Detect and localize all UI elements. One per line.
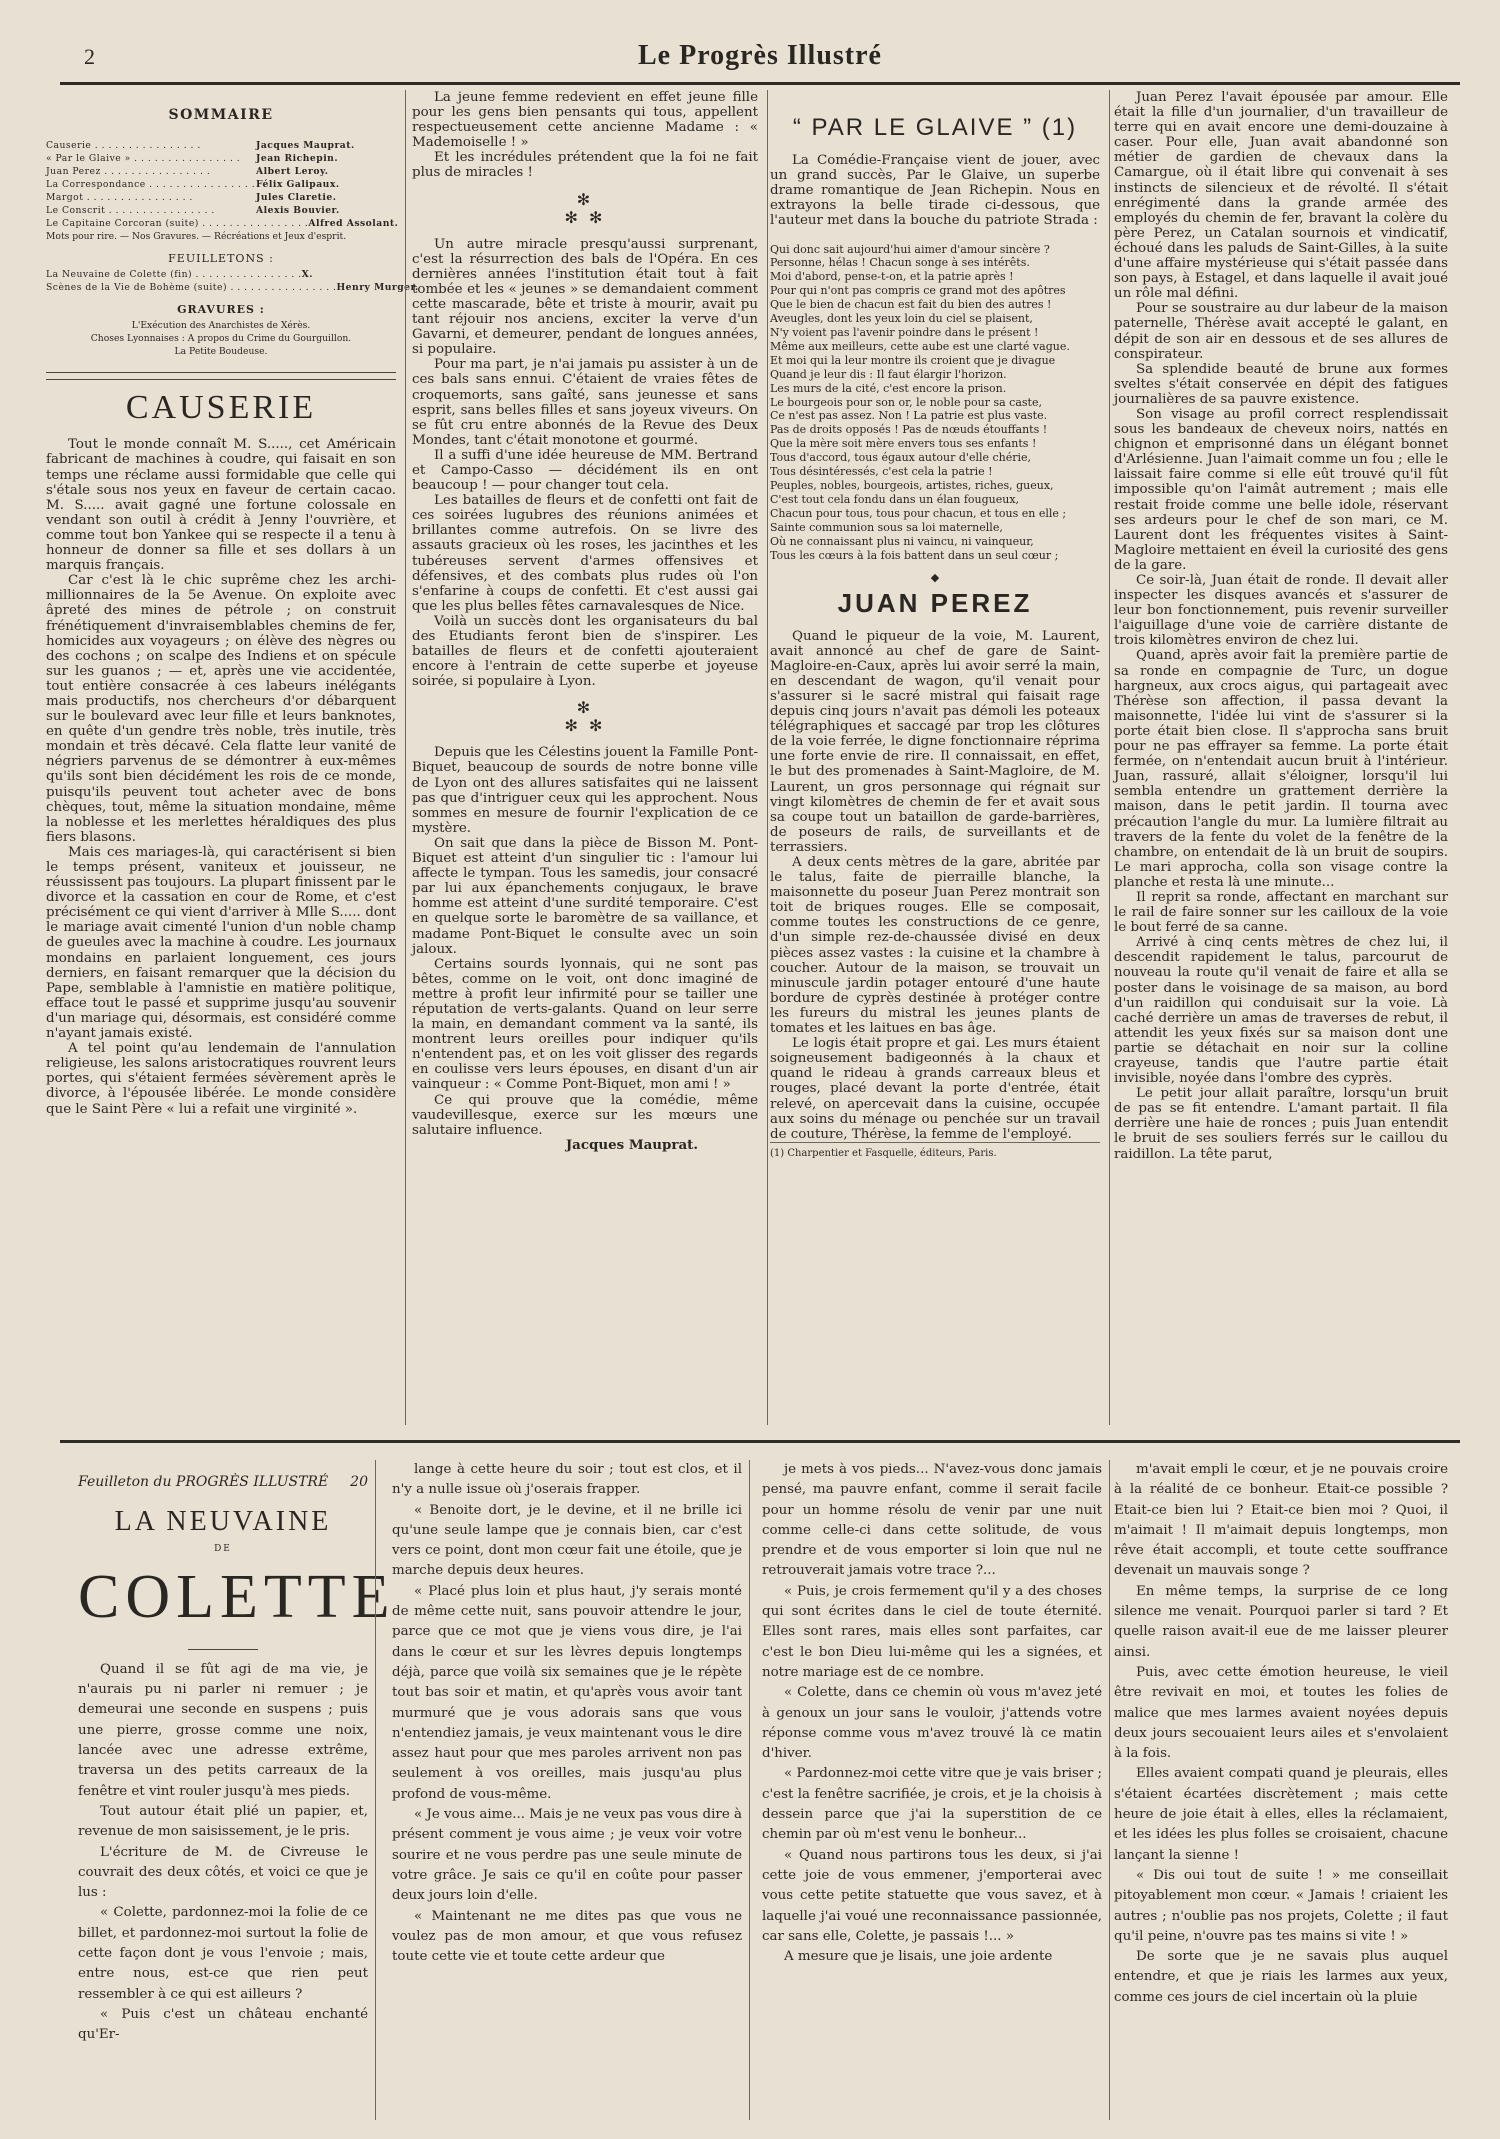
glaive-title: “ PAR LE GLAIVE ” (1) <box>792 114 1078 141</box>
feuilletons-title: FEUILLETONS : <box>168 252 274 266</box>
small-rule <box>188 1649 258 1650</box>
paragraph: Quand il se fût agi de ma vie, je n'aurais pu ni parler ni remuer ; je demeurai une seconde en suspens ; puis une pierre, grosse comme une noix, lancée avec une adresse extrême, traversa un des petits carreaux de la fenêtre et vint rouler jusqu'à mes pieds. <box>78 1661 368 1799</box>
toc-author: Jean Richepin. <box>256 153 339 165</box>
paragraph: Pour se soustraire au dur labeur de la maison paternelle, Thérèse avait accepté le galant, en dépit de son air en dessous et de ses allures de conspirateur. <box>1114 301 1448 362</box>
paragraph: Arrivé à cinq cents mètres de chez lui, il descendit rapidement le talus, parcourut de nouveau la route qu'il venait de faire et alla se poster dans le voisinage de sa maison, au bord d'un raidillon qui conduisait sur la voie. Là caché derrière un amas de traverses de rebut, il attendit les yeux fixés sur sa maison dont une partie se détachait en noir sur la colline crayeuse, tandis que l'autre partie était invisible, noyée dans l'ombre des cyprès. <box>1114 935 1448 1087</box>
poem-line: Les murs de la cité, c'est encore la prison. <box>770 381 1007 395</box>
poem-line: Pour qui n'ont pas compris ce grand mot des apôtres <box>770 284 1066 298</box>
poem-line: Quand je leur dis : Il faut élargir l'horizon. <box>770 367 1007 381</box>
toc-row <box>46 165 396 178</box>
paragraph: Quand le piqueur de la voie, M. Laurent, avait annoncé au chef de gare de Saint-Magloire-en-Caux, après lui avoir serré la main, en descendant de wagon, qu'il venait pour s'assurer si le sacré mistral qui faisait rage depuis cinq jours n'avait pas démoli les poteaux télégraphiques et saccagé par trop les clôtures de la voie ferrée, le digne fonctionnaire réprima une forte envie de rire. Il connaissait, en effet, le but des promenades à Saint-Magloire, de M. Laurent, un gros personnage qui régnait sur vingt kilomètres de chemin de fer et avait sous sa coupe tout un bataillon de garde-barrières, de poseurs de rails, de surveillants et de terrassiers. <box>770 628 1100 855</box>
glaive-intro: La Comédie-Française vient de jouer, avec un grand succès, Par le Glaive, un superbe drame romantique de Jean Richepin. Nous en extrayons la belle tirade ci-dessous, que l'auteur met dans la bouche du patriote Strada : <box>770 153 1100 229</box>
poem-line: Aveugles, dont les yeux loin du ciel se plaisent, <box>770 312 1033 326</box>
paragraph: A mesure que je lisais, une joie ardente <box>784 1949 1053 1965</box>
paragraph: lange à cette heure du soir ; tout est clos, et il n'y a nulle issue où j'oserais frapper. <box>392 1462 742 1498</box>
feuilleton-number: 20 <box>350 1474 368 1490</box>
paragraph: Les batailles de fleurs et de confetti ont fait de ces soirées lugubres des réunions animées et brillantes comme autrefois. On se livre des assauts gracieux où les roses, les jacinthes et les tubéreuses servent d'armes offensives et défensives, et des combats plus rudes où l'on s'enfarine à coups de confetti. Et c'est aussi gai que les plus belles fêtes carnavalesques de Nice. <box>412 493 758 614</box>
feuilleton-label: Feuilleton du PROGRÈS ILLUSTRÉ <box>78 1474 329 1490</box>
toc-label: « Par le Glaive » . . . . . . . . . . . . . . . . <box>46 153 241 165</box>
poem-line: Le bourgeois pour son or, le noble pour sa caste, <box>770 395 1042 409</box>
feuilleton-text-2 <box>392 1460 742 1967</box>
section-stars: ✻ ✻ ✻ <box>564 698 606 736</box>
poem-line: Moi d'abord, pense-t-on, et la patrie après ! <box>770 270 1014 284</box>
feuilleton-text-4 <box>1114 1460 1448 2008</box>
toc-row <box>46 191 396 204</box>
poem-line: Qui donc sait aujourd'hui aimer d'amour sincère ? <box>770 242 1050 256</box>
causerie-text-2a <box>412 90 758 181</box>
feuilleton-column-1 <box>78 1460 396 2120</box>
poem-line: N'y voient pas l'avenir poindre dans le présent ! <box>770 326 1039 339</box>
toc-row <box>46 217 399 230</box>
feuilleton-text-3 <box>762 1460 1102 1967</box>
poem-line: Que le bien de chacun est fait du bien des autres ! <box>770 298 1052 312</box>
poem-line: Sainte communion sous sa loi maternelle, <box>770 520 1003 534</box>
toc-label: Juan Perez . . . . . . . . . . . . . . . . <box>46 166 211 178</box>
paragraph: Et les incrédules prétendent que la foi ne fait plus de miracles ! <box>412 150 758 181</box>
paragraph: « Quand nous partirons tous les deux, si j'ai cette joie de vous emmener, j'emporterai avec vous cette petite statuette que vous savez, et à laquelle j'ai voué une reconnaissance passionnée, car sans elle, Colette, je passais !... » <box>762 1847 1102 1944</box>
feuilleton-rule <box>60 1440 1460 1443</box>
paragraph: « Colette, dans ce chemin où vous m'avez jeté à genoux un jour sans le vouloir, j'attends votre réponse comme vous m'avez trouvé là ce matin d'hiver. <box>762 1685 1102 1762</box>
feuilleton-title-top: LA NEUVAINE <box>114 1506 332 1538</box>
paragraph: Ce soir-là, Juan était de ronde. Il devait aller inspecter les disques avancés et s'assurer de leur bon fonctionnement, puis revenir surveiller l'aiguillage d'une voie de carrière distante de trois kilomètres environ de chez lui. <box>1114 573 1448 649</box>
paragraph: Mais ces mariages-là, qui caractérisent si bien le temps présent, vaniteux et jouisseur, ne réussissent pas toujours. La plupart finissent par le divorce et la cassation en cour de Rome, et c'est précisément ce qui vient d'arriver à Mlle S..... dont le mariage avait cimenté l'union d'un noble champ de gueules avec la machine à coudre. Les journaux mondains en parlaient longuement, ces jours derniers, en faisant remarquer que la décision du Pape, semblable à l'amnistie en matière politique, efface tout le passé et supprime jusqu'au souvenir d'un mariage qui, désormais, est considéré comme n'ayant jamais existé. <box>46 844 396 1042</box>
column-3 <box>770 90 1100 1425</box>
paragraph: « Benoite dort, je le devine, et il ne brille ici qu'une seule lampe que je connais bien, car c'est vers ce point, dont mon cœur fait une étoile, que je marche depuis deux heures. <box>392 1502 742 1579</box>
juan-perez-text-1 <box>770 629 1100 1142</box>
masthead: Le Progrès Illustré <box>638 40 882 71</box>
toc-row <box>46 204 396 217</box>
paragraph: A tel point qu'au lendemain de l'annulation religieuse, les salons aristocratiques rouvrent leurs portes, qui s'étaient fermées sévèrement après le divorce, à l'épousée libérée. Le monde considère que le Saint Père « lui a refait une virginité ». <box>46 1041 397 1117</box>
column-1 <box>46 90 419 1425</box>
paragraph: En même temps, la surprise de ce long silence me venait. Pourquoi parler si tard ? Et quelle raison avait-il eue de me laisser pleurer ainsi. <box>1114 1583 1448 1660</box>
toc-author: Alfred Assolant. <box>308 218 399 230</box>
toc-row <box>46 139 396 152</box>
paragraph: A deux cents mètres de la gare, abritée par le talus, faite de pierraille blanche, la maisonnette du poseur Juan Perez montrait son toit de briques rouges. Elle se composait, comme toutes les constructions de ce genre, d'un simple rez-de-chaussée divisé en deux pièces assez vastes : la cuisine et la chambre à coucher. Autour de la maison, se trouvait un minuscule jardin potager entouré d'une haute bordure de cyprès destinée à protéger contre les fureurs du mistral les jeunes plants de tomates et les laitues en bas âge. <box>770 855 1100 1037</box>
gravure-item: Choses Lyonnaises : A propos du Crime du Gourguillon. <box>90 333 352 345</box>
paragraph: « Je vous aime... Mais je ne veux pas vous dire à présent comment je vous aime ; je veux voir votre sourire et ne vous perdre pas une seule minute de votre grâce. Je sais ce qu'il en coûte pour passer deux jours loin d'elle. <box>392 1807 742 1904</box>
paragraph: Puis, avec cette émotion heureuse, le vieil être revivait en moi, et toutes les folies de malice que mes larmes avaient noyées depuis deux jours secouaient leurs ailes et s'envolaient à la fois. <box>1114 1664 1448 1762</box>
poem-line: Ce n'est pas assez. Non ! La patrie est plus vaste. <box>770 409 1048 423</box>
page-number: 2 <box>84 44 95 69</box>
toc-author: Henry Murger. <box>336 282 419 294</box>
sommaire-mots: Mots pour rire. — Nos Gravures. — Récréations et Jeux d'esprit. <box>46 231 347 243</box>
paragraph: Le logis était propre et gai. Les murs étaient soigneusement badigeonnés à la chaux et quand le rideau à grands carreaux bleus et rouges, placé devant la porte d'entrée, était relevé, on apercevait dans la cuisine, occupée aux soins du ménage ou penchée sur un travail de couture, Thérèse, la femme de l'employé. <box>770 1036 1100 1142</box>
feuilleton-column-3 <box>762 1460 1102 2120</box>
feuilleton-title-big: COLETTE <box>78 1562 396 1631</box>
paragraph: Quand, après avoir fait la première partie de sa ronde en compagnie de Turc, un dogue hargneux, aux crocs aigus, qui partageait avec Thérèse son affection, il passa devant la maisonnette, l'idée lui vint de s'assurer si la porte était bien close. Il s'approcha sans bruit pour ne pas effrayer sa femme. La porte était fermée, on n'entendait aucun bruit à l'intérieur. Juan, rassuré, allait s'éloigner, lorsqu'il lui sembla entendre un grattement derrière la maison, dans le petit jardin. Il tourna avec précaution l'angle du mur. La lumière filtrait au travers de la fente du volet de la fenêtre de la chambre, on entendait de là un bruit de soupirs. Le mari approcha, colla son visage contre la planche et resta là une minute... <box>1114 648 1448 890</box>
poem-line: Et moi qui la leur montre ils croient que je divague <box>770 353 1056 367</box>
column-divider <box>375 1460 376 2120</box>
paragraph: Juan Perez l'avait épousée par amour. Elle était la fille d'un journalier, d'un travailleur de terre qui en avait encore une demi-douzaine à caser. Pour elle, Juan avait abandonné son métier de gardien de chevaux dans la Camargue, où il était libre qui convenait à ses instincts de silencieux et de révolté. Il s'était enrégimenté dans la grande armée des employés du chemin de fer, bravant la colère du père Perez, un Catalan sournois et vindicatif, échoué dans les paluds de Saint-Gilles, à la suite d'une affaire mystérieuse qui s'était passée dans son pays, à Estagel, et dans laquelle il avait joué un rôle mal défini. <box>1114 90 1448 302</box>
paragraph: Car c'est là le chic suprême chez les archi-millionnaires de la 5e Avenue. On exploite avec âpreté des mines de pétrole ; on construit frénétiquement d'invraisemblables chemins de fer, homicides aux voyageurs ; on élève des nègres ou des cochons ; on scalpe des Indiens et on spécule sur les guanos ; — et, après une vie accidentée, tout entière consacrée à ces labeurs inélégants mais productifs, nos chercheurs d'or débarquent sur le boulevard avec leur fille et leurs banknotes, en quête d'un gendre très noble, très inutile, très mondain et très décavé. Cela flatte leur vanité de négriers parvenus de se démontrer à eux-mêmes qu'ils sont bien décidément les rois de ce monde, puisqu'ils peuvent tout acheter avec de bons chèques, tout, même la situation mondaine, même la noblesse et les merlettes héraldiques des plus fiers blasons. <box>46 573 396 845</box>
glaive-poem <box>770 243 1100 563</box>
paragraph: Ce qui prouve que la comédie, même vaudevillesque, exerce sur les mœurs une salutaire influence. <box>412 1092 758 1138</box>
paragraph: je mets à vos pieds... N'avez-vous donc jamais pensé, ma pauvre enfant, comme il serait facile pour un homme résolu de venir par une nuit comme celle-ci dans cette solitude, de vous prendre et de vous emporter si loin que nul ne retrouverait jamais votre trace ?... <box>762 1462 1102 1579</box>
page-header <box>60 36 1460 76</box>
toc-author: Alexis Bouvier. <box>256 205 340 217</box>
sommaire-title: SOMMAIRE <box>168 107 274 123</box>
paragraph: Elles avaient compati quand je pleurais, elles s'étaient écartées discrètement ; mais cette heure de joie était à elles, elles la réclamaient, et les idées les plus folles se croisaient, chacune lançant la sienne ! <box>1114 1766 1448 1863</box>
poem-line: C'est tout cela fondu dans un élan fougueux, <box>770 492 1020 506</box>
paragraph: Un autre miracle presqu'aussi surprenant, c'est la résurrection des bals de l'Opéra. En ces dernières années l'institution était tout à fait tombée et les « jeunes » se demandaient comment cette mascarade, bête et triste à mourir, avait pu tant réjouir nos anciens, exciter la verve d'un Gavarni, et demeurer, pendant de longues années, si populaire. <box>412 236 758 358</box>
toc-row <box>46 178 396 191</box>
toc-label: Causerie . . . . . . . . . . . . . . . . <box>46 140 201 152</box>
paragraph: De sorte que je ne savais plus auquel entendre, et que je riais les larmes aux yeux, comme ces jours de ciel incertain où la pluie <box>1114 1949 1448 2005</box>
column-4 <box>1114 90 1448 1425</box>
toc-label: La Neuvaine de Colette (fin) . . . . . . . . . . . . . . . . <box>46 269 302 281</box>
poem-line: Que la mère soit mère envers tous ses enfants ! <box>770 437 1037 451</box>
toc-label: Margot . . . . . . . . . . . . . . . . <box>46 192 193 204</box>
causerie-text-2b <box>412 237 758 690</box>
poem-line: Même aux meilleurs, cette aube est une clarté vague. <box>770 339 1070 353</box>
paragraph: Le petit jour allait paraître, lorsqu'un bruit de pas se fit entendre. L'amant partait. Il fila derrière une haie de ronces ; puis Juan entendit le bruit de ses souliers ferrés sur le caillou du raidillon. La tête parut, <box>1114 1086 1448 1162</box>
causerie-title: CAUSERIE <box>125 389 317 427</box>
toc-author: Albert Leroy. <box>256 166 329 178</box>
causerie-text-2c <box>412 745 758 1137</box>
feuilleton-text-1 <box>78 1660 368 2046</box>
paragraph: Pour ma part, je n'ai jamais pu assister à un de ces bals sans ennui. C'étaient de vraies fêtes de croquemorts, sans gaîté, sans jeunesse et sans esprit, sans belles filles et sans joyeux viveurs. On se fût cru entre abonnés de la Revue des Deux Mondes, tant c'était monotone et gourmé. <box>412 357 758 448</box>
feuilleton-column-2 <box>392 1460 742 2120</box>
column-divider <box>767 90 768 1425</box>
column-2 <box>412 90 758 1425</box>
toc-label: Le Capitaine Corcoran (suite) . . . . . . . . . . . . . . . . <box>46 218 309 230</box>
gravure-item: L'Exécution des Anarchistes de Xérès. <box>131 320 311 332</box>
paragraph: Tout autour était plié un papier, et, revenue de mon saisissement, je le pris. <box>78 1803 368 1840</box>
paragraph: Certains sourds lyonnais, qui ne sont pas bêtes, comme on le voit, ont donc imaginé de mettre à profit leur infirmité pour se tailler une réputation de verts-galants. Quand on leur serre la main, en demandant comment va la santé, ils montrent leurs oreilles pour indiquer qu'ils n'entendent pas, et on les voit glisser des regards en coulisse vers leurs épouses, en disant d'un air vainqueur : « Comme Pont-Biquet, mon ami ! » <box>412 956 758 1093</box>
paragraph: On sait que dans la pièce de Bisson M. Pont-Biquet est atteint d'un singulier tic : l'amour lui affecte le tympan. Tous les samedis, jour consacré par lui aux épanchements conjugaux, le brave homme est atteint d'une surdité temporaire. C'est en quelque sorte le baromètre de sa vaillance, et madame Pont-Biquet le consulte avec un soin jaloux. <box>412 835 758 957</box>
paragraph: m'avait empli le cœur, et je ne pouvais croire à la réalité de ce bonheur. Etait-ce possible ? Etait-ce bien lui ? Etait-ce bien moi ? Quoi, il m'aimait ! Il m'aimait depuis longtemps, mon rêve était accompli, et toute cette souffrance devenait un mauvais songe ? <box>1114 1462 1448 1579</box>
toc-author: X. <box>301 269 313 281</box>
toc-row <box>46 281 419 294</box>
paragraph: « Colette, pardonnez-moi la folie de ce billet, et pardonnez-moi surtout la folie de cette façon dont je vous l'envoie ; mais, entre nous, est-ce que rien peut ressembler à ce qui est ailleurs ? <box>78 1905 368 2002</box>
sommaire-list <box>46 139 399 230</box>
toc-author: Jules Claretie. <box>256 192 337 204</box>
paragraph: Il a suffi d'une idée heureuse de MM. Bertrand et Campo-Casso — décidément ils en ont beaucoup ! — pour changer tout cela. <box>412 447 758 494</box>
juan-perez-text-2 <box>1114 90 1448 1162</box>
poem-line: Tous d'accord, tous égaux autour d'elle chérie, <box>770 451 1032 465</box>
ornamental-rule <box>46 372 396 380</box>
paragraph: « Puis c'est un château enchanté qu'Er- <box>78 2006 368 2043</box>
toc-label: Le Conscrit . . . . . . . . . . . . . . . . <box>46 205 215 217</box>
poem-line: Où ne connaissant plus ni vaincu, ni vainqueur, <box>770 534 1034 548</box>
paragraph: « Puis, je crois fermement qu'il y a des choses qui sont écrites dans le ciel de toute éternité. Elles sont rares, mais elles sont parfaites, car c'est le bon Dieu lui-même qui les a signées, et notre mariage est de ce nombre. <box>762 1583 1102 1680</box>
causerie-signature: Jacques Mauprat. <box>565 1136 698 1153</box>
toc-author: Félix Galipaux. <box>256 179 340 191</box>
feuilleton-column-4 <box>1114 1460 1448 2120</box>
column-divider <box>405 90 406 1425</box>
causerie-text-1 <box>46 437 396 1116</box>
feuilletons-list <box>46 268 419 294</box>
feuilleton-title-de: DE <box>214 1543 232 1554</box>
paragraph: Voilà un succès dont les organisateurs du bal des Etudiants feront bien de s'inspirer. Les batailles de fleurs et de confetti ajouteraient encore à l'entrain de cette superbe et joyeuse soirée, si populaire à Lyon. <box>412 613 758 690</box>
poem-line: Peuples, nobles, bourgeois, artistes, riches, gueux, <box>770 478 1054 492</box>
gravures-title: GRAVURES : <box>177 303 265 317</box>
toc-row <box>46 152 396 165</box>
poem-line: Personne, hélas ! Chacun songe à ses intérêts. <box>770 256 1030 270</box>
feuilleton-header <box>78 1472 368 1492</box>
header-rule <box>60 82 1460 85</box>
gravure-item: La Petite Boudeuse. <box>174 346 268 358</box>
paragraph: L'écriture de M. de Civreuse le couvrait des deux côtés, et voici ce que je lus : <box>78 1844 368 1901</box>
paragraph: Tout le monde connaît M. S....., cet Américain fabricant de machines à coudre, qui faisait en son temps une réclame aussi formidable que celle qui s'étale sous nos yeux en faveur de certain cacao. M. S..... avait gagné une fortune colossale en vendant son outil à crédit à Jenny l'ouvrière, et comme tout bon Yankee qui se respecte il a tenu à honneur de donner sa fille et ses dollars à un marquis français. <box>46 437 396 574</box>
paragraph: « Pardonnez-moi cette vitre que je vais briser ; c'est la fenêtre sacrifiée, je crois, et je la choisis à dessein parce que j'ai la superstition de ce chemin par où m'est venu le bonheur... <box>762 1766 1102 1843</box>
paragraph: Il reprit sa ronde, affectant en marchant sur le rail de faire sonner sur les cailloux de la voie le bout ferré de sa canne. <box>1114 889 1448 936</box>
toc-label: Scènes de la Vie de Bohème (suite) . . . . . . . . . . . . . . . . <box>46 282 337 294</box>
toc-row <box>46 268 396 281</box>
column-divider <box>1109 1460 1110 2120</box>
poem-line: Tous les cœurs à la fois battent dans un seul cœur ; <box>770 548 1059 562</box>
column-divider <box>1109 90 1110 1425</box>
paragraph: « Dis oui tout de suite ! » me conseillait pitoyablement mon cœur. « Jamais ! criaient les autres ; n'oublie pas nos projets, Colette ; il faut qu'il peine, n'ouvre pas tes mains si vite ! » <box>1114 1867 1448 1944</box>
juan-perez-title: JUAN PEREZ <box>837 587 1033 618</box>
poem-line: Tous désintéressés, c'est cela la patrie ! <box>770 465 993 479</box>
paragraph: La jeune femme redevient en effet jeune fille pour les gens bien pensants qui tous, appellent respectueusement cette ancienne Madame : « Mademoiselle ! » <box>412 90 758 151</box>
footnote: (1) Charpentier et Fasquelle, éditeurs, Paris. <box>770 1142 1100 1160</box>
column-divider <box>749 1460 750 2120</box>
gravures-list <box>46 319 396 358</box>
toc-label: La Correspondance . . . . . . . . . . . . . . . . <box>46 179 256 191</box>
separator: ◆ <box>930 571 940 585</box>
section-stars: ✻ ✻ ✻ <box>564 189 606 227</box>
poem-line: Pas de droits opposés ! Pas de nœuds étouffants ! <box>770 423 1048 437</box>
toc-author: Jacques Mauprat. <box>256 140 355 152</box>
paragraph: « Placé plus loin et plus haut, j'y serais monté de même cette nuit, sans pouvoir attendre le jour, parce que ce mot que je viens vous dire, je l'ai dans le cœur et sur les lèvres depuis longtemps déjà, parce que voilà six semaines que je le répète tout bas soir et matin, et qu'après vous avoir tant murmuré que je vous adorais sans que vous n'entendiez jamais, je veux maintenant vous le dire assez haut pour que mes paroles arrivent non pas seulement à vos oreilles, mais jusqu'au plus profond de vous-même. <box>392 1583 742 1802</box>
poem-line: Chacun pour tous, tous pour chacun, et tous en elle ; <box>770 506 1067 520</box>
paragraph: Sa splendide beauté de brune aux formes sveltes s'était conservée en dépit des fatigues journalières de sa pauvre existence. <box>1114 361 1448 407</box>
paragraph: Depuis que les Célestins jouent la Famille Pont-Biquet, beaucoup de sourds de notre bonne ville de Lyon ont des allures satisfaites qui ne laissent pas que d'intriguer ceux qui les approchent. Nous sommes en mesure de fournir l'explication de ce mystère. <box>412 745 758 836</box>
paragraph: « Maintenant ne me dites pas que vous ne voulez pas de mon amour, et que vous refusez toute cette vie et toute cette ardeur que <box>392 1908 742 1965</box>
paragraph: Son visage au profil correct resplendissait sous les bandeaux de cheveux noirs, nattés en chignon et emprisonné dans un élégant bonnet d'Arlésienne. Juan l'aimait comme un fou ; elle le laissait faire comme si elle eût trouvé qu'il fût impossible qu'on l'aimât autrement ; mais elle restait froide comme une belle idole, réservant ses ardeurs pour le chef de son mari, ce M. Laurent dont les fréquentes visites à Saint-Magloire mettaient en éveil la curiosité des gens de la gare. <box>1114 406 1448 573</box>
